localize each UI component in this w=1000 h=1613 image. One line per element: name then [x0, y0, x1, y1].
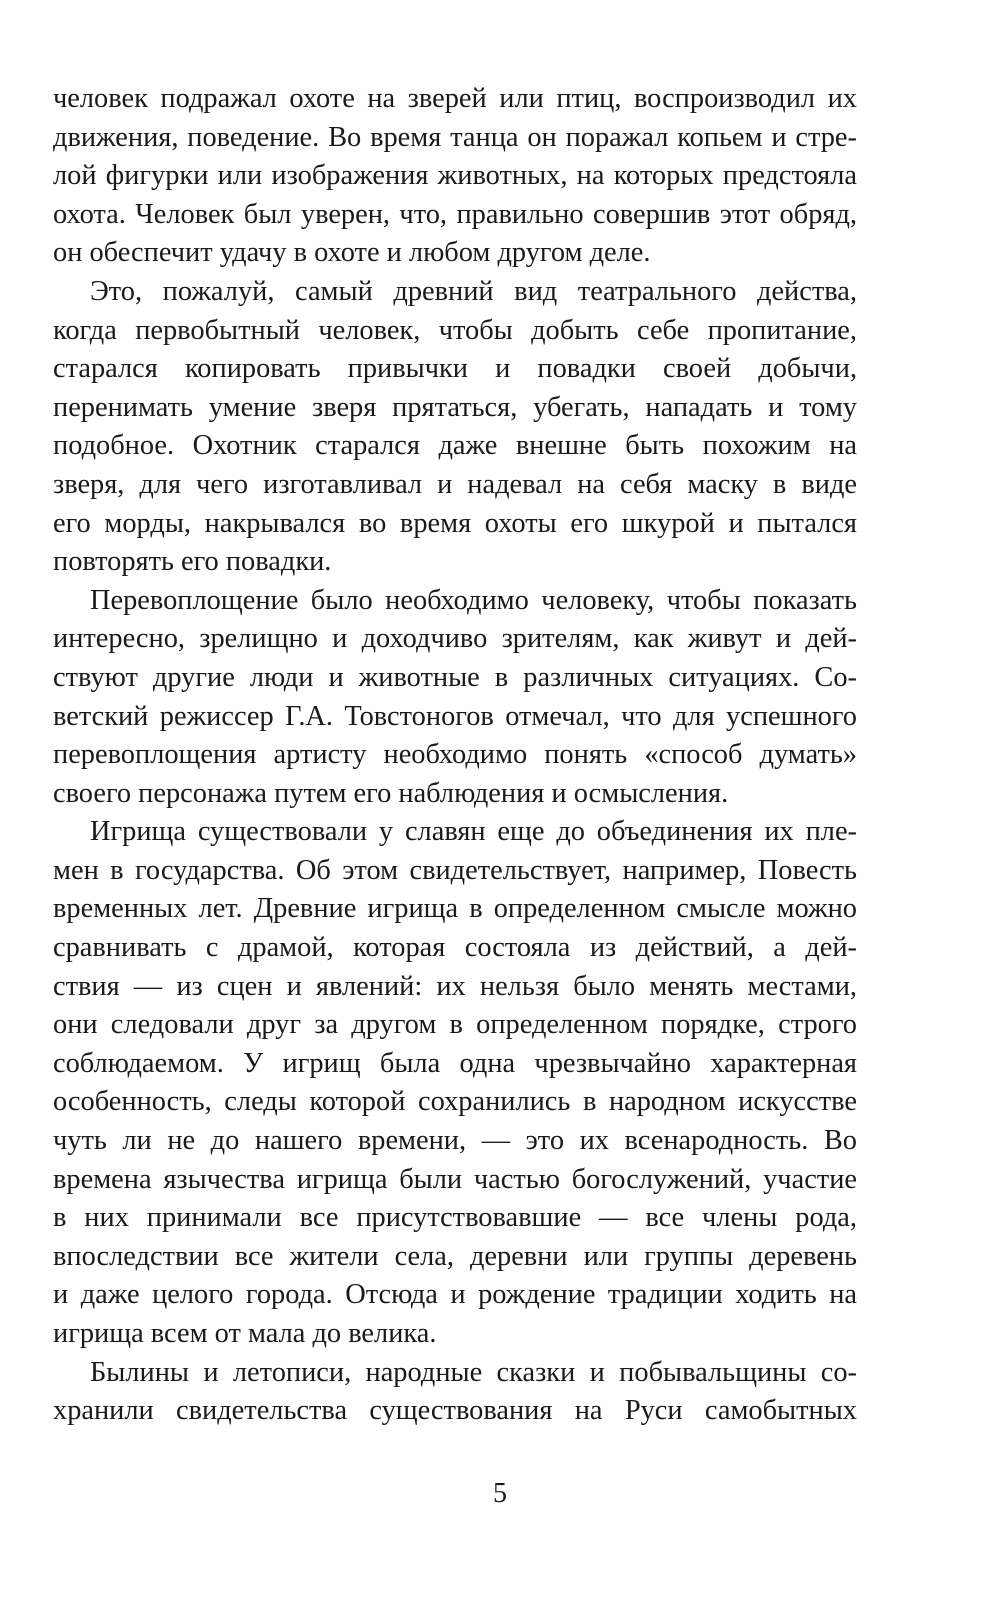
text-line: ствуют другие люди и животные в различных ситуациях. Со- [53, 661, 857, 693]
text-line: впоследствии все жители села, деревни или группы деревень [53, 1240, 857, 1272]
text-line: перенимать умение зверя прятаться, убегать, нападать и тому [53, 391, 857, 423]
text-line: подобное. Охотник старался даже внешне быть похожим на [53, 430, 857, 462]
text-line: соблюдаемом. У игрищ была одна чрезвычайно характерная [53, 1047, 857, 1079]
text-line: в них принимали все присутствовавшие — все члены рода, [53, 1202, 857, 1234]
paragraph [53, 582, 857, 814]
text-line: Перевоплощение было необходимо человеку, чтобы показать [90, 584, 857, 616]
text-line: охота. Человек был уверен, что, правильно совершив этот обряд, [53, 198, 857, 230]
text-line: своего персонажа путем его наблюдения и осмысления. [53, 777, 729, 809]
text-line: ветский режиссер Г.А. Товстоногов отмечал, что для успешного [53, 700, 857, 732]
text-line: старался копировать привычки и повадки своей добычи, [53, 353, 857, 385]
text-line: сравнивать с драмой, которая состояла из действий, а дей- [53, 932, 857, 964]
text-line: ствия — из сцен и явлений: их нельзя было менять местами, [53, 970, 857, 1002]
paragraph [53, 80, 857, 273]
text-line: интересно, зрелищно и доходчиво зрителям, как живут и дей- [53, 623, 857, 655]
text-line: мен в государства. Об этом свидетельствует, например, Повесть [53, 854, 857, 886]
body-text [53, 80, 857, 1431]
text-line: движения, поведение. Во время танца он поражал копьем и стре- [53, 121, 857, 153]
text-line: временных лет. Древние игрища в определенном смысле можно [53, 893, 857, 925]
page-number: 5 [493, 1478, 507, 1509]
paragraph [53, 813, 857, 1353]
paragraph [53, 273, 857, 582]
text-line: повторять его повадки. [53, 546, 332, 578]
text-line: его морды, накрывался во время охоты его шкурой и пытался [53, 507, 857, 539]
text-line: и даже целого города. Отсюда и рождение традиции ходить на [53, 1279, 857, 1311]
text-line: особенность, следы которой сохранились в народном искусстве [53, 1086, 857, 1118]
text-line: они следовали друг за другом в определенном порядке, строго [53, 1009, 857, 1041]
text-line: перевоплощения артисту необходимо понять «способ думать» [53, 739, 857, 771]
text-line: зверя, для чего изготавливал и надевал на себя маску в виде [53, 468, 857, 500]
text-line: когда первобытный человек, чтобы добыть себе пропитание, [53, 314, 857, 346]
text-line: он обеспечит удачу в охоте и любом другом деле. [53, 237, 651, 269]
text-line: Игрища существовали у славян еще до объединения их пле- [90, 816, 857, 848]
text-line: чуть ли не до нашего времени, — это их всенародность. Во [53, 1125, 857, 1157]
text-line: Это, пожалуй, самый древний вид театрального действа, [90, 275, 857, 307]
text-line: времена язычества игрища были частью богослужений, участие [53, 1163, 857, 1195]
text-line: игрища всем от мала до велика. [53, 1318, 437, 1349]
text-line: лой фигурки или изображения животных, на которых предстояла [53, 160, 857, 192]
text-line: хранили свидетельства существования на Руси самобытных [53, 1395, 857, 1427]
paragraph [53, 1354, 857, 1431]
text-line: человек подражал охоте на зверей или птиц, воспроизводил их [53, 83, 857, 114]
text-line: Былины и летописи, народные сказки и побывальщины со- [90, 1356, 857, 1388]
